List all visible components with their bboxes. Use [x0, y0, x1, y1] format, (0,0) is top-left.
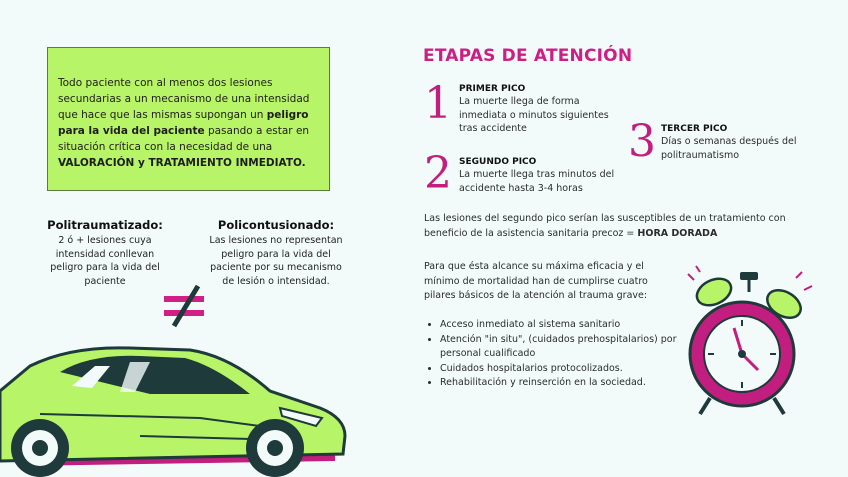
politraumatizado-text: 2 ó + lesiones cuya intensidad conllevan peligro para la vida del paciente [50, 235, 160, 287]
peak-number-1: 1 [424, 78, 452, 129]
definition-text-1: Todo paciente con al menos dos lesiones secundarias a un mecanismo de una intensidad que hace que las mismas supongan un [58, 77, 310, 121]
peak-3-title: TERCER PICO [661, 124, 728, 134]
second-peak-note-text: Las lesiones del segundo pico serían las susceptibles de un tratamiento con beneficio de la asistencia sanitaria precoz = [424, 213, 786, 239]
peak-1-title: PRIMER PICO [459, 84, 526, 94]
definition-bold-1: peligro para la vida del paciente [58, 109, 309, 137]
politraumatizado-block [45, 218, 165, 288]
second-peak-note [424, 212, 794, 241]
peak-2 [459, 157, 619, 195]
golden-hour-label: HORA DORADA [637, 227, 718, 239]
peak-1 [459, 84, 629, 136]
page-title: ETAPAS DE ATENCIÓN [423, 46, 633, 66]
not-equal-icon [160, 282, 210, 328]
list-item: • Atención "in situ", (cuidados prehospitalarios) por personal cualificado [440, 333, 700, 362]
pillars-list [424, 318, 700, 391]
peak-3 [661, 124, 811, 162]
peak-2-title: SEGUNDO PICO [459, 157, 537, 167]
list-item: • Acceso inmediato al sistema sanitario [440, 318, 700, 333]
peak-1-text: La muerte llega de forma inmediata o minutos siguientes tras accidente [459, 96, 609, 134]
policontusionado-title: Policontusionado: [217, 218, 335, 232]
peak-number-2: 2 [424, 148, 452, 199]
definition-bold-2: VALORACIÓN y TRATAMIENTO INMEDIATO. [58, 157, 306, 169]
policontusionado-block [208, 218, 344, 288]
politraumatizado-title: Politraumatizado: [47, 218, 163, 232]
peak-number-3: 3 [628, 116, 656, 167]
alarm-clock-illustration [680, 262, 820, 422]
peak-2-text: La muerte llega tras minutos del accidente hasta 3-4 horas [459, 169, 615, 194]
definition-text-2: pasando a estar en situación crítica con la necesidad de una [58, 125, 310, 153]
list-item: • Cuidados hospitalarios protocolizados. [440, 362, 700, 377]
peak-3-text: Días o semanas después del politraumatismo [661, 136, 797, 161]
list-item: • Rehabilitación y reinserción en la sociedad. [440, 376, 700, 391]
car-illustration [0, 336, 360, 477]
definition-box [47, 47, 330, 191]
efficacy-text: Para que ésta alcance su máxima eficacia y el mínimo de mortalidad han de cumplirse cuatro pilares básicos de la atención al trauma grave: [424, 261, 648, 301]
policontusionado-text: Las lesiones no representan peligro para la vida del paciente por su mecanismo de lesión o intensidad. [209, 235, 343, 287]
